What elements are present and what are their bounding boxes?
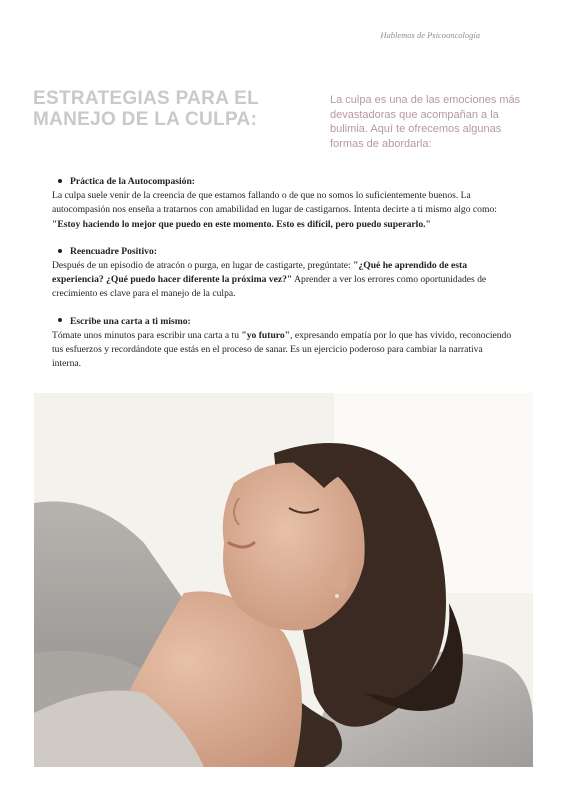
bullet-icon [58,318,62,322]
strategy-item [52,175,512,232]
strategy-item [52,245,512,302]
strategy-text: Tómate unos minutos para escribir una carta a tu "yo futuro", expresando empatía por lo que has vivido, reconociendo tus esfuerzos y recordándote que estás en el proceso de sanar. Es un ejercicio poderoso para cambiar la narrativa interna. [52,329,512,370]
title-line-1: ESTRATEGIAS PARA EL [33,88,259,109]
strategy-heading: Reencuadre Positivo: [70,245,157,257]
strategy-quote: "¿Qué he aprendido de esta experiencia? ¿Qué puedo hacer diferente la próxima vez?" [52,260,468,286]
woman-relaxing-photo [34,393,533,767]
title-line-2: MANEJO DE LA CULPA: [33,109,258,130]
bullet-icon [58,249,62,253]
strategy-text: Después de un episodio de atracón o purga, en lugar de castigarte, pregúntate: "¿Qué he aprendido de esta experiencia? ¿Qué puedo hacer diferente la próxima vez?" Aprender a ver los errores como oportunidades de crecimiento es clave para el manejo de la culpa. [52,260,487,300]
page-title [33,88,283,130]
strategy-text: La culpa suele venir de la creencia de que estamos fallando o de que no somos lo suficientemente buenos. La autocompasión nos enseña a tratarnos con amabilidad en lugar de castigarnos. Intenta decirte a ti mismo algo como: "Estoy haciendo lo mejor que puedo en este momento. Esto es difícil, pero puedo superarlo." [52,190,497,230]
brand-header: Hablemos de Psicooncología [380,30,480,40]
strategy-heading: Práctica de la Autocompasión: [70,176,195,187]
woman-relaxing-on-sofa-icon [34,393,533,767]
bullet-icon [58,179,62,183]
strategies-list [52,175,512,384]
strategy-quote: "Estoy haciendo lo mejor que puedo en este momento. Esto es difícil, pero puedo superarlo." [52,218,431,230]
strategy-quote: "yo futuro" [241,329,291,341]
strategy-heading: Escribe una carta a ti mismo: [70,315,191,327]
strategy-item [52,315,512,372]
intro-text: La culpa es una de las emociones más devastadoras que acompañan a la bulimia. Aquí te ofrecemos algunas formas de abordarla: [330,94,521,150]
